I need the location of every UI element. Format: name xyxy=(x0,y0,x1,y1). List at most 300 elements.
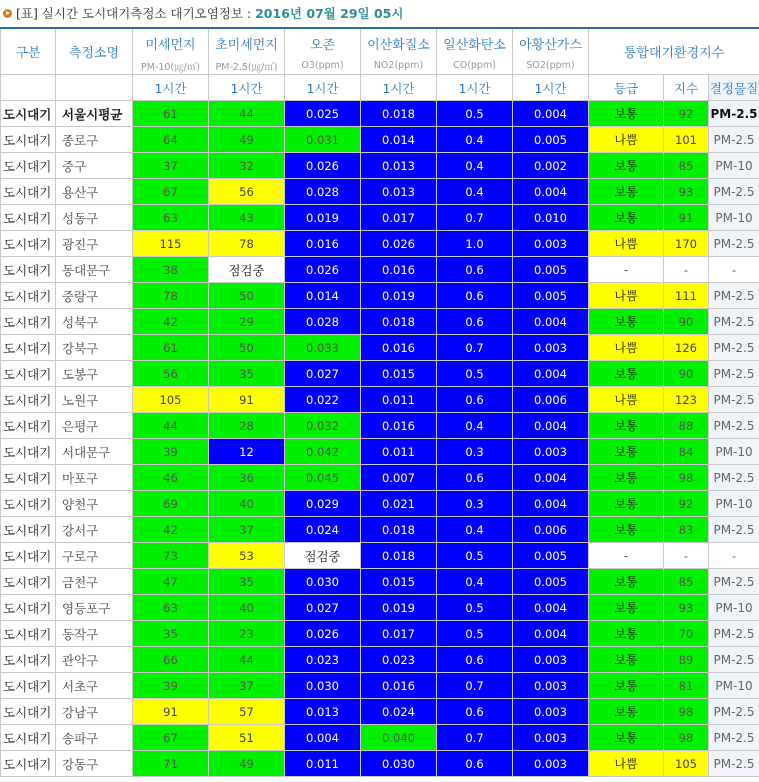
cell-determinant: PM-2.5 xyxy=(709,387,759,413)
cell-o3: 0.013 xyxy=(285,699,361,725)
cell-index: 91 xyxy=(664,205,709,231)
cell-so2: 0.005 xyxy=(513,543,589,569)
cell-so2: 0.004 xyxy=(513,621,589,647)
cell-type: 도시대기 xyxy=(1,673,56,699)
cell-so2: 0.005 xyxy=(513,257,589,283)
cell-determinant: PM-10 xyxy=(709,205,759,231)
cell-so2: 0.003 xyxy=(513,231,589,257)
cell-station: 강동구 xyxy=(56,751,133,777)
cell-co: 0.4 xyxy=(437,179,513,205)
cell-index: 89 xyxy=(664,647,709,673)
cell-station: 마포구 xyxy=(56,465,133,491)
cell-o3: 0.033 xyxy=(285,335,361,361)
header-pm10: 미세먼지 xyxy=(133,28,209,57)
cell-no2: 0.018 xyxy=(361,101,437,127)
cell-determinant: PM-2.5 xyxy=(709,465,759,491)
cell-station: 구로구 xyxy=(56,543,133,569)
header-o3: 오존 xyxy=(285,28,361,57)
cell-so2: 0.003 xyxy=(513,673,589,699)
table-row xyxy=(1,283,759,309)
cell-so2: 0.004 xyxy=(513,491,589,517)
cell-determinant: PM-2.5 xyxy=(709,569,759,595)
cell-o3: 0.016 xyxy=(285,231,361,257)
cell-pm25: 49 xyxy=(209,751,285,777)
cell-station: 강북구 xyxy=(56,335,133,361)
header-hour-so2: 1시간 xyxy=(513,75,589,101)
cell-index: 98 xyxy=(664,465,709,491)
cell-pm10: 56 xyxy=(133,361,209,387)
cell-pm25: 36 xyxy=(209,465,285,491)
unit-pm25: PM-2.5(㎍/㎥) xyxy=(209,57,285,75)
cell-type: 도시대기 xyxy=(1,543,56,569)
cell-grade: 보통 xyxy=(589,179,664,205)
cell-pm25: 점검중 xyxy=(209,257,285,283)
cell-pm25: 78 xyxy=(209,231,285,257)
cell-type: 도시대기 xyxy=(1,127,56,153)
cell-determinant: PM-2.5 xyxy=(709,179,759,205)
cell-index: 84 xyxy=(664,439,709,465)
cell-station: 양천구 xyxy=(56,491,133,517)
cell-type: 도시대기 xyxy=(1,257,56,283)
cell-pm25: 35 xyxy=(209,569,285,595)
table-row xyxy=(1,127,759,153)
cell-pm10: 78 xyxy=(133,283,209,309)
cell-o3: 0.019 xyxy=(285,205,361,231)
table-row xyxy=(1,257,759,283)
cell-co: 0.6 xyxy=(437,283,513,309)
table-row xyxy=(1,101,759,127)
cell-pm10: 39 xyxy=(133,673,209,699)
cell-index: 90 xyxy=(664,361,709,387)
cell-grade: 보통 xyxy=(589,205,664,231)
header-no2: 이산화질소 xyxy=(361,28,437,57)
cell-o3: 0.022 xyxy=(285,387,361,413)
cell-determinant: PM-10 xyxy=(709,595,759,621)
table-row xyxy=(1,361,759,387)
cell-co: 0.7 xyxy=(437,335,513,361)
header-so2: 아황산가스 xyxy=(513,28,589,57)
cell-co: 0.3 xyxy=(437,491,513,517)
cell-pm25: 12 xyxy=(209,439,285,465)
cell-type: 도시대기 xyxy=(1,465,56,491)
cell-no2: 0.011 xyxy=(361,387,437,413)
bullet-arrow-icon xyxy=(3,9,12,18)
table-row xyxy=(1,621,759,647)
table-row xyxy=(1,231,759,257)
table-row xyxy=(1,725,759,751)
cell-determinant: PM-10 xyxy=(709,153,759,179)
header-cai: 통합대기환경지수 xyxy=(589,28,759,75)
unit-o3: O3(ppm) xyxy=(285,57,361,75)
cell-pm25: 29 xyxy=(209,309,285,335)
cell-no2: 0.015 xyxy=(361,569,437,595)
cell-no2: 0.015 xyxy=(361,361,437,387)
cell-so2: 0.006 xyxy=(513,387,589,413)
header-hour-pm25: 1시간 xyxy=(209,75,285,101)
cell-co: 0.6 xyxy=(437,309,513,335)
header-blank-2 xyxy=(56,75,133,101)
table-row xyxy=(1,647,759,673)
cell-co: 0.3 xyxy=(437,439,513,465)
cell-pm25: 51 xyxy=(209,725,285,751)
cell-grade: 보통 xyxy=(589,413,664,439)
cell-no2: 0.018 xyxy=(361,309,437,335)
cell-so2: 0.006 xyxy=(513,517,589,543)
cell-so2: 0.003 xyxy=(513,335,589,361)
cell-o3: 0.026 xyxy=(285,153,361,179)
cell-index: 70 xyxy=(664,621,709,647)
cell-pm25: 53 xyxy=(209,543,285,569)
table-row xyxy=(1,153,759,179)
cell-co: 0.4 xyxy=(437,153,513,179)
cell-determinant: PM-2.5 xyxy=(709,647,759,673)
table-row xyxy=(1,595,759,621)
cell-co: 0.5 xyxy=(437,595,513,621)
cell-index: 85 xyxy=(664,153,709,179)
cell-pm25: 40 xyxy=(209,491,285,517)
cell-station: 성북구 xyxy=(56,309,133,335)
title-date: 2016년 07월 29일 05시 xyxy=(255,6,404,21)
table-row xyxy=(1,439,759,465)
cell-pm25: 23 xyxy=(209,621,285,647)
cell-type: 도시대기 xyxy=(1,283,56,309)
table-header xyxy=(1,28,759,101)
cell-grade: 보통 xyxy=(589,491,664,517)
cell-grade: 보통 xyxy=(589,309,664,335)
cell-pm25: 50 xyxy=(209,335,285,361)
cell-no2: 0.040 xyxy=(361,725,437,751)
cell-co: 0.5 xyxy=(437,621,513,647)
cell-no2: 0.013 xyxy=(361,179,437,205)
table-row xyxy=(1,309,759,335)
cell-o3: 0.024 xyxy=(285,517,361,543)
cell-station: 금천구 xyxy=(56,569,133,595)
cell-type: 도시대기 xyxy=(1,751,56,777)
cell-determinant: PM-2.5 xyxy=(709,309,759,335)
cell-co: 0.6 xyxy=(437,257,513,283)
cell-no2: 0.017 xyxy=(361,621,437,647)
cell-no2: 0.018 xyxy=(361,517,437,543)
cell-o3: 0.026 xyxy=(285,257,361,283)
cell-co: 0.7 xyxy=(437,725,513,751)
cell-co: 0.4 xyxy=(437,413,513,439)
cell-no2: 0.011 xyxy=(361,439,437,465)
cell-so2: 0.003 xyxy=(513,699,589,725)
header-hour-o3: 1시간 xyxy=(285,75,361,101)
cell-determinant: PM-2.5 xyxy=(709,101,759,127)
cell-grade: 나쁨 xyxy=(589,751,664,777)
cell-station: 서초구 xyxy=(56,673,133,699)
cell-determinant: PM-10 xyxy=(709,673,759,699)
cell-grade: 보통 xyxy=(589,153,664,179)
cell-type: 도시대기 xyxy=(1,231,56,257)
cell-no2: 0.024 xyxy=(361,699,437,725)
cell-index: 85 xyxy=(664,569,709,595)
cell-determinant: PM-2.5 xyxy=(709,413,759,439)
cell-station: 송파구 xyxy=(56,725,133,751)
cell-grade: 보통 xyxy=(589,621,664,647)
cell-index: 101 xyxy=(664,127,709,153)
header-grade: 등급 xyxy=(589,75,664,101)
cell-pm10: 47 xyxy=(133,569,209,595)
cell-station: 성동구 xyxy=(56,205,133,231)
header-co: 일산화탄소 xyxy=(437,28,513,57)
cell-type: 도시대기 xyxy=(1,439,56,465)
cell-determinant: PM-2.5 xyxy=(709,231,759,257)
cell-station: 중구 xyxy=(56,153,133,179)
cell-o3: 0.011 xyxy=(285,751,361,777)
cell-grade: 보통 xyxy=(589,101,664,127)
cell-grade: 보통 xyxy=(589,361,664,387)
cell-pm25: 57 xyxy=(209,699,285,725)
cell-station: 서대문구 xyxy=(56,439,133,465)
cell-o3: 0.026 xyxy=(285,621,361,647)
cell-pm10: 38 xyxy=(133,257,209,283)
page-title xyxy=(0,0,759,27)
cell-type: 도시대기 xyxy=(1,699,56,725)
cell-pm25: 50 xyxy=(209,283,285,309)
cell-determinant: PM-2.5 xyxy=(709,361,759,387)
table-row xyxy=(1,543,759,569)
cell-pm10: 66 xyxy=(133,647,209,673)
cell-no2: 0.023 xyxy=(361,647,437,673)
cell-so2: 0.003 xyxy=(513,647,589,673)
cell-grade: 보통 xyxy=(589,569,664,595)
cell-o3: 0.028 xyxy=(285,309,361,335)
cell-pm10: 61 xyxy=(133,101,209,127)
cell-o3: 0.029 xyxy=(285,491,361,517)
header-station: 측정소명 xyxy=(56,28,133,75)
table-row xyxy=(1,465,759,491)
cell-determinant: PM-2.5 xyxy=(709,725,759,751)
cell-grade: 보통 xyxy=(589,699,664,725)
cell-pm10: 42 xyxy=(133,309,209,335)
table-row xyxy=(1,751,759,777)
cell-no2: 0.026 xyxy=(361,231,437,257)
table-row xyxy=(1,673,759,699)
cell-pm25: 56 xyxy=(209,179,285,205)
cell-o3: 0.023 xyxy=(285,647,361,673)
cell-no2: 0.016 xyxy=(361,413,437,439)
cell-pm10: 105 xyxy=(133,387,209,413)
cell-station: 용산구 xyxy=(56,179,133,205)
cell-o3: 0.030 xyxy=(285,673,361,699)
cell-station: 강남구 xyxy=(56,699,133,725)
cell-type: 도시대기 xyxy=(1,725,56,751)
cell-o3: 점검중 xyxy=(285,543,361,569)
cell-grade: 보통 xyxy=(589,647,664,673)
cell-pm10: 115 xyxy=(133,231,209,257)
cell-pm10: 37 xyxy=(133,153,209,179)
unit-pm10: PM-10(㎍/㎥) xyxy=(133,57,209,75)
cell-determinant: PM-2.5 xyxy=(709,751,759,777)
cell-grade: 보통 xyxy=(589,595,664,621)
cell-pm25: 44 xyxy=(209,101,285,127)
cell-station: 광진구 xyxy=(56,231,133,257)
cell-grade: - xyxy=(589,543,664,569)
unit-co: CO(ppm) xyxy=(437,57,513,75)
cell-determinant: - xyxy=(709,543,759,569)
cell-type: 도시대기 xyxy=(1,413,56,439)
header-hour-pm10: 1시간 xyxy=(133,75,209,101)
cell-co: 0.5 xyxy=(437,361,513,387)
cell-determinant: PM-2.5 xyxy=(709,621,759,647)
cell-pm10: 42 xyxy=(133,517,209,543)
header-hour-co: 1시간 xyxy=(437,75,513,101)
cell-grade: 나쁨 xyxy=(589,387,664,413)
cell-pm10: 69 xyxy=(133,491,209,517)
cell-pm25: 91 xyxy=(209,387,285,413)
cell-type: 도시대기 xyxy=(1,101,56,127)
cell-pm25: 28 xyxy=(209,413,285,439)
cell-o3: 0.028 xyxy=(285,179,361,205)
cell-no2: 0.019 xyxy=(361,283,437,309)
cell-co: 0.4 xyxy=(437,517,513,543)
header-index: 지수 xyxy=(664,75,709,101)
unit-no2: NO2(ppm) xyxy=(361,57,437,75)
cell-determinant: PM-2.5 xyxy=(709,517,759,543)
table-row xyxy=(1,335,759,361)
cell-grade: 나쁨 xyxy=(589,231,664,257)
cell-grade: - xyxy=(589,257,664,283)
cell-grade: 보통 xyxy=(589,673,664,699)
cell-co: 0.6 xyxy=(437,647,513,673)
cell-pm10: 64 xyxy=(133,127,209,153)
cell-determinant: PM-2.5 xyxy=(709,335,759,361)
cell-type: 도시대기 xyxy=(1,309,56,335)
table-row xyxy=(1,491,759,517)
cell-o3: 0.027 xyxy=(285,595,361,621)
cell-so2: 0.003 xyxy=(513,439,589,465)
header-pm25: 초미세먼지 xyxy=(209,28,285,57)
cell-pm10: 39 xyxy=(133,439,209,465)
cell-so2: 0.004 xyxy=(513,361,589,387)
cell-grade: 보통 xyxy=(589,517,664,543)
cell-pm10: 63 xyxy=(133,205,209,231)
table-row xyxy=(1,699,759,725)
cell-station: 은평구 xyxy=(56,413,133,439)
cell-o3: 0.042 xyxy=(285,439,361,465)
cell-co: 0.6 xyxy=(437,751,513,777)
cell-no2: 0.019 xyxy=(361,595,437,621)
cell-pm10: 44 xyxy=(133,413,209,439)
cell-o3: 0.032 xyxy=(285,413,361,439)
cell-pm10: 73 xyxy=(133,543,209,569)
cell-no2: 0.016 xyxy=(361,335,437,361)
cell-so2: 0.005 xyxy=(513,283,589,309)
cell-so2: 0.010 xyxy=(513,205,589,231)
cell-no2: 0.021 xyxy=(361,491,437,517)
table-row xyxy=(1,387,759,413)
cell-grade: 보통 xyxy=(589,465,664,491)
cell-pm10: 46 xyxy=(133,465,209,491)
cell-index: 123 xyxy=(664,387,709,413)
cell-station: 종로구 xyxy=(56,127,133,153)
cell-pm10: 61 xyxy=(133,335,209,361)
cell-grade: 나쁨 xyxy=(589,283,664,309)
cell-co: 0.6 xyxy=(437,699,513,725)
cell-station: 서울시평균 xyxy=(56,101,133,127)
cell-type: 도시대기 xyxy=(1,153,56,179)
cell-no2: 0.007 xyxy=(361,465,437,491)
cell-o3: 0.004 xyxy=(285,725,361,751)
cell-co: 0.5 xyxy=(437,543,513,569)
header-determinant: 결정물질 xyxy=(709,75,759,101)
cell-pm25: 44 xyxy=(209,647,285,673)
cell-station: 관악구 xyxy=(56,647,133,673)
cell-pm25: 37 xyxy=(209,673,285,699)
title-prefix: [표] 실시간 도시대기측정소 대기오염정보 : xyxy=(16,6,256,21)
cell-co: 0.6 xyxy=(437,387,513,413)
cell-pm10: 91 xyxy=(133,699,209,725)
cell-type: 도시대기 xyxy=(1,491,56,517)
cell-no2: 0.030 xyxy=(361,751,437,777)
cell-so2: 0.004 xyxy=(513,465,589,491)
cell-co: 0.5 xyxy=(437,101,513,127)
cell-station: 도봉구 xyxy=(56,361,133,387)
cell-type: 도시대기 xyxy=(1,517,56,543)
cell-index: 88 xyxy=(664,413,709,439)
cell-co: 0.4 xyxy=(437,127,513,153)
cell-station: 중랑구 xyxy=(56,283,133,309)
cell-index: - xyxy=(664,257,709,283)
cell-o3: 0.031 xyxy=(285,127,361,153)
header-blank-1 xyxy=(1,75,56,101)
cell-o3: 0.027 xyxy=(285,361,361,387)
cell-co: 1.0 xyxy=(437,231,513,257)
cell-grade: 보통 xyxy=(589,725,664,751)
table-row xyxy=(1,413,759,439)
cell-index: 170 xyxy=(664,231,709,257)
cell-type: 도시대기 xyxy=(1,387,56,413)
cell-so2: 0.004 xyxy=(513,309,589,335)
cell-pm10: 67 xyxy=(133,179,209,205)
cell-so2: 0.002 xyxy=(513,153,589,179)
cell-no2: 0.013 xyxy=(361,153,437,179)
cell-pm25: 37 xyxy=(209,517,285,543)
cell-so2: 0.004 xyxy=(513,595,589,621)
cell-index: 92 xyxy=(664,101,709,127)
cell-index: 93 xyxy=(664,179,709,205)
cell-pm25: 35 xyxy=(209,361,285,387)
cell-determinant: - xyxy=(709,257,759,283)
cell-no2: 0.017 xyxy=(361,205,437,231)
cell-pm10: 63 xyxy=(133,595,209,621)
air-quality-table xyxy=(0,27,759,777)
cell-pm10: 35 xyxy=(133,621,209,647)
cell-index: 83 xyxy=(664,517,709,543)
cell-type: 도시대기 xyxy=(1,595,56,621)
cell-station: 강서구 xyxy=(56,517,133,543)
unit-so2: SO2(ppm) xyxy=(513,57,589,75)
cell-so2: 0.004 xyxy=(513,179,589,205)
cell-pm25: 49 xyxy=(209,127,285,153)
cell-so2: 0.004 xyxy=(513,101,589,127)
header-hour-no2: 1시간 xyxy=(361,75,437,101)
cell-station: 노원구 xyxy=(56,387,133,413)
cell-index: 93 xyxy=(664,595,709,621)
cell-so2: 0.005 xyxy=(513,127,589,153)
cell-determinant: PM-2.5 xyxy=(709,699,759,725)
cell-index: 92 xyxy=(664,491,709,517)
table-row xyxy=(1,517,759,543)
cell-station: 영등포구 xyxy=(56,595,133,621)
cell-type: 도시대기 xyxy=(1,621,56,647)
cell-pm25: 32 xyxy=(209,153,285,179)
cell-index: 98 xyxy=(664,699,709,725)
cell-co: 0.4 xyxy=(437,569,513,595)
cell-co: 0.7 xyxy=(437,673,513,699)
